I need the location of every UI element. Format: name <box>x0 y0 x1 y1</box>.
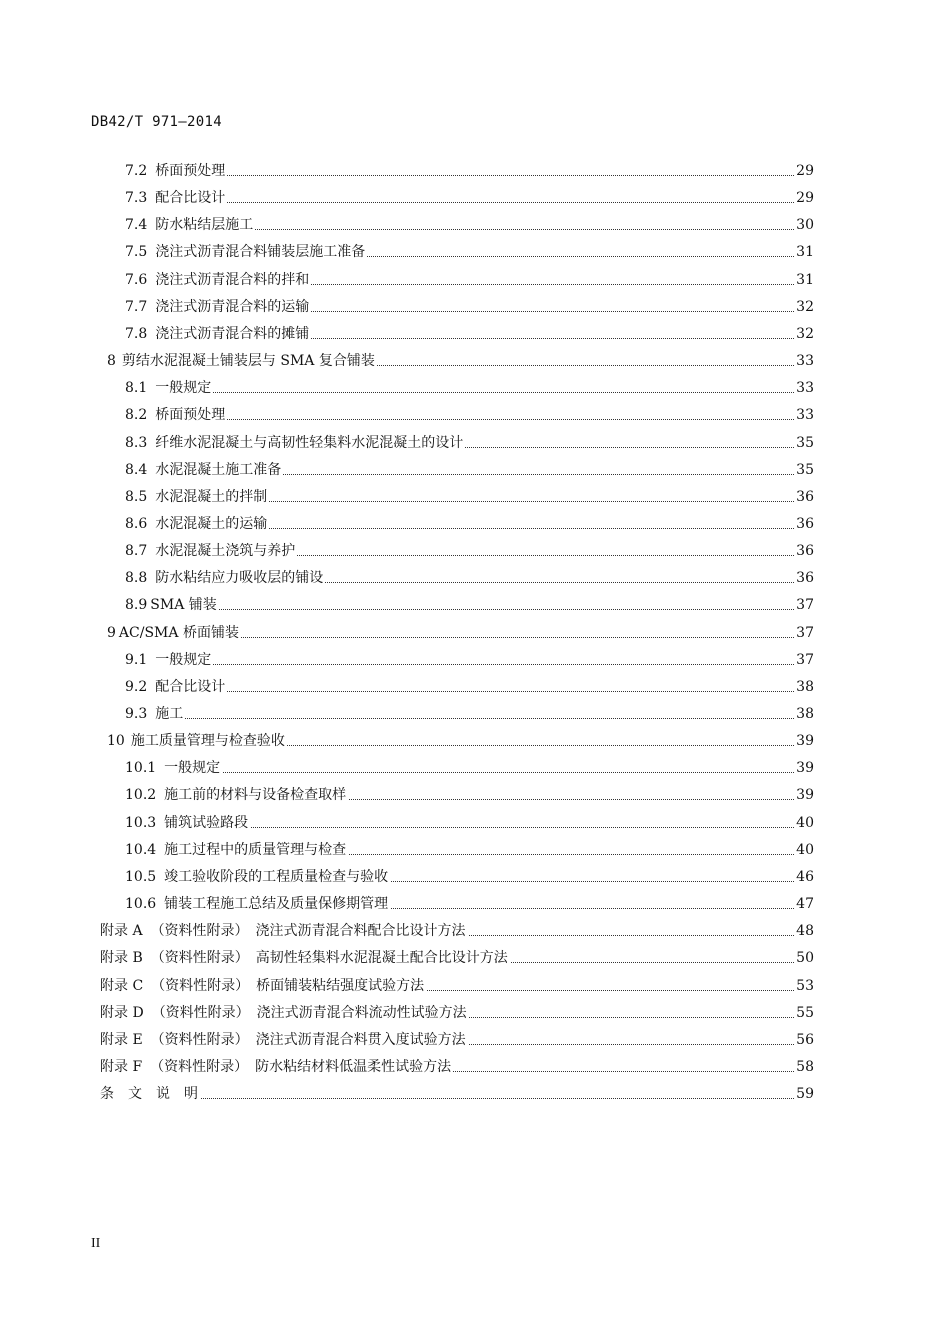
toc-entry[interactable] <box>125 782 814 809</box>
toc-entry-page: 32 <box>794 294 814 321</box>
toc-entry[interactable] <box>100 973 814 1000</box>
toc-entry-page: 53 <box>794 973 814 1000</box>
toc-entry[interactable] <box>125 185 814 212</box>
toc-entry[interactable] <box>107 348 814 375</box>
toc-entry-title <box>125 701 185 728</box>
dot-leader <box>125 664 794 665</box>
toc-entry-text: 施工过程中的质量管理与检查 <box>164 841 347 858</box>
toc-entry[interactable] <box>107 728 814 755</box>
toc-entry-number: 附录 D <box>100 1004 144 1021</box>
toc-entry-page: 59 <box>794 1081 814 1108</box>
toc-entry[interactable] <box>107 620 814 647</box>
toc-entry-number: 附录 C <box>100 977 144 994</box>
toc-entry[interactable] <box>125 484 814 511</box>
toc-entry-text: 水泥混凝土浇筑与养护 <box>155 543 296 560</box>
toc-entry-number: 7.6 <box>125 271 148 288</box>
toc-entry-title <box>125 864 390 891</box>
toc-entry-number: 9.1 <box>125 651 148 668</box>
toc-entry-page: 31 <box>794 267 814 294</box>
toc-entry-number: 10.4 <box>125 841 157 858</box>
page-number: II <box>91 1236 101 1251</box>
toc-entry[interactable] <box>125 239 814 266</box>
toc-entry-page: 39 <box>794 728 814 755</box>
toc-entry-title <box>125 782 348 809</box>
toc-entry-title <box>100 1054 453 1081</box>
toc-entry[interactable] <box>125 755 814 782</box>
toc-entry[interactable] <box>125 810 814 837</box>
toc-entry-page: 36 <box>794 484 814 511</box>
toc-entry-number: 10 <box>107 733 125 750</box>
toc-entry[interactable] <box>100 1000 814 1027</box>
toc-entry-number: 8.3 <box>125 434 148 451</box>
toc-entry-title <box>125 647 213 674</box>
toc-entry-text: 施工 <box>155 706 184 722</box>
dot-leader <box>100 1098 794 1099</box>
toc-entry-number: 7.4 <box>125 217 148 234</box>
toc-entry-text: SMA 铺装 <box>150 597 217 614</box>
toc-entry-number: 7.8 <box>125 325 148 342</box>
toc-entry-text: 桥面预处理 <box>155 163 226 179</box>
toc-entry-page: 33 <box>794 402 814 429</box>
toc-entry-page: 32 <box>794 321 814 348</box>
toc-entry-number: 9 <box>107 624 116 641</box>
toc-entry[interactable] <box>125 457 814 484</box>
toc-entry[interactable] <box>125 864 814 891</box>
toc-entry-text: 施工质量管理与检查验收 <box>130 733 285 750</box>
dot-leader <box>125 609 794 610</box>
toc-entry-number: 8.6 <box>125 515 148 532</box>
toc-entry[interactable] <box>125 647 814 674</box>
toc-entry-page: 58 <box>794 1054 814 1081</box>
toc-entry-title <box>125 565 325 592</box>
toc-entry-page: 36 <box>794 538 814 565</box>
toc-entry-number: 8 <box>107 353 116 370</box>
toc-entry[interactable] <box>125 538 814 565</box>
toc-entry-title <box>125 158 227 185</box>
toc-entry-text: 水泥混凝土的运输 <box>155 515 268 532</box>
toc-entry-text: 剪结水泥混凝土铺装层与 SMA 复合铺装 <box>121 353 375 370</box>
toc-entry-title <box>125 674 227 701</box>
toc-entry-page: 33 <box>794 375 814 402</box>
toc-entry-text: 浇注式沥青混合料的摊铺 <box>155 325 310 342</box>
toc-entry[interactable] <box>125 430 814 457</box>
toc-entry-number: 9.2 <box>125 678 148 695</box>
toc-entry-title <box>125 185 227 212</box>
toc-entry-text: 配合比设计 <box>155 678 226 695</box>
toc-entry[interactable] <box>125 837 814 864</box>
toc-entry-page: 35 <box>794 457 814 484</box>
toc-entry-page: 33 <box>794 348 814 375</box>
toc-entry[interactable] <box>125 294 814 321</box>
toc-entry-number: 8.8 <box>125 570 148 587</box>
toc-entry-page: 39 <box>794 782 814 809</box>
toc-entry[interactable] <box>125 674 814 701</box>
toc-entry-number: 8.9 <box>125 597 148 614</box>
toc-entry-text: 铺装工程施工总结及质量保修期管理 <box>164 896 389 913</box>
toc-entry[interactable] <box>100 1054 814 1081</box>
toc-entry-page: 30 <box>794 212 814 239</box>
toc-entry-page: 35 <box>794 430 814 457</box>
toc-entry-title <box>125 294 311 321</box>
toc-entry-title <box>125 755 222 782</box>
toc-entry[interactable] <box>125 402 814 429</box>
toc-entry-number: 10.3 <box>125 814 157 831</box>
toc-entry[interactable] <box>125 891 814 918</box>
toc-entry-number: 8.7 <box>125 543 148 560</box>
toc-entry-text: 纤维水泥混凝土与高韧性轻集料水泥混凝土的设计 <box>155 434 464 451</box>
toc-entry[interactable] <box>125 375 814 402</box>
toc-entry-page: 40 <box>794 837 814 864</box>
toc-entry-title <box>107 348 377 375</box>
toc-entry[interactable] <box>125 592 814 619</box>
toc-entry-text: 浇注式沥青混合料的拌和 <box>155 271 310 288</box>
toc-entry-title <box>125 239 367 266</box>
toc-entry-number: 8.4 <box>125 461 148 478</box>
toc-entry[interactable] <box>125 565 814 592</box>
toc-entry-title <box>125 810 250 837</box>
toc-entry-text: 条 文 说 明 <box>100 1086 198 1103</box>
toc-entry-number: 附录 F <box>100 1058 143 1075</box>
toc-entry-title <box>107 620 241 647</box>
toc-entry-title <box>125 484 269 511</box>
toc-entry-page: 37 <box>794 592 814 619</box>
dot-leader <box>125 718 794 719</box>
toc-entry-text: 一般规定 <box>164 760 221 777</box>
toc-entry-page: 37 <box>794 620 814 647</box>
toc-entry-page: 40 <box>794 810 814 837</box>
toc-entry-number: 8.2 <box>125 407 148 424</box>
toc-entry-number: 9.3 <box>125 706 148 722</box>
dot-leader <box>125 772 794 773</box>
toc-entry-title <box>125 267 311 294</box>
toc-entry[interactable] <box>100 1027 814 1054</box>
toc-entry-title <box>100 973 426 1000</box>
toc-entry-text: 一般规定 <box>155 651 212 668</box>
toc-entry-title <box>125 321 311 348</box>
toc-entry-title <box>125 891 390 918</box>
toc-entry-text: AC/SMA 桥面铺装 <box>118 624 239 641</box>
document-id: DB42/T 971—2014 <box>91 114 222 130</box>
toc-entry-number: 10.1 <box>125 760 157 777</box>
toc-entry-number: 10.2 <box>125 787 157 804</box>
toc-entry-title <box>125 837 348 864</box>
toc-entry-number: 7.2 <box>125 163 148 179</box>
toc-entry-number: 附录 A <box>100 923 143 940</box>
toc-entry[interactable] <box>125 158 814 185</box>
toc-entry-page: 47 <box>794 891 814 918</box>
toc-entry-title <box>125 430 465 457</box>
toc-entry-page: 39 <box>794 755 814 782</box>
toc-entry-text: 施工前的材料与设备检查取样 <box>164 787 347 804</box>
toc-entry-title <box>125 457 283 484</box>
dot-leader <box>125 392 794 393</box>
toc-entry-page: 55 <box>794 1000 814 1027</box>
toc-entry-number: 10.6 <box>125 896 157 913</box>
toc-entry-page: 46 <box>794 864 814 891</box>
toc-entry-text: 浇注式沥青混合料铺装层施工准备 <box>155 244 366 261</box>
toc-entry-text: 一般规定 <box>155 380 212 397</box>
toc-entry-number: 8.1 <box>125 380 148 397</box>
toc-entry-text: （资料性附录） 防水粘结材料低温柔性试验方法 <box>150 1058 452 1075</box>
toc-entry-number: 7.7 <box>125 298 148 315</box>
toc-entry-page: 38 <box>794 701 814 728</box>
toc-entry-number: 8.5 <box>125 488 148 505</box>
toc-entry-text: 铺筑试验路段 <box>164 814 249 831</box>
toc-entry[interactable] <box>100 918 814 945</box>
toc-entry-text: 竣工验收阶段的工程质量检查与验收 <box>164 868 389 885</box>
toc-entry-text: 浇注式沥青混合料的运输 <box>155 298 310 315</box>
toc-entry-title <box>125 511 269 538</box>
toc-entry-title <box>125 402 227 429</box>
toc-entry-text: （资料性附录） 高韧性轻集料水泥混凝土配合比设计方法 <box>150 950 508 967</box>
toc-entry-page: 38 <box>794 674 814 701</box>
toc-entry-page: 29 <box>794 185 814 212</box>
toc-entry[interactable] <box>100 945 814 972</box>
toc-entry-page: 56 <box>794 1027 814 1054</box>
toc-entry-title <box>100 1000 469 1027</box>
toc-entry[interactable] <box>100 1081 814 1108</box>
toc-entry-page: 37 <box>794 647 814 674</box>
toc-entry-page: 50 <box>794 945 814 972</box>
toc-entry-page: 29 <box>794 158 814 185</box>
toc-entry-title <box>125 592 219 619</box>
toc-entry-text: （资料性附录） 浇注式沥青混合料配合比设计方法 <box>150 923 466 940</box>
toc-entry-number: 10.5 <box>125 868 157 885</box>
toc-entry-number: 附录 B <box>100 950 143 967</box>
toc-entry-text: 防水粘结应力吸收层的铺设 <box>155 570 324 587</box>
toc-entry[interactable] <box>125 267 814 294</box>
toc-entry-text: 水泥混凝土施工准备 <box>155 461 282 478</box>
toc-entry-title <box>100 1081 200 1108</box>
toc-entry-title <box>100 1027 468 1054</box>
toc-entry-text: 桥面预处理 <box>155 407 226 424</box>
toc-entry-text: 水泥混凝土的拌制 <box>155 488 268 505</box>
toc-entry-text: 防水粘结层施工 <box>155 217 254 234</box>
toc-entry-title <box>125 212 255 239</box>
toc-entry[interactable] <box>125 511 814 538</box>
toc-entry-number: 7.3 <box>125 190 148 207</box>
toc-entry-title <box>100 918 468 945</box>
toc-entry-page: 31 <box>794 239 814 266</box>
toc-entry-text: （资料性附录） 桥面铺装粘结强度试验方法 <box>151 977 425 994</box>
toc-entry-title <box>100 945 510 972</box>
toc-entry[interactable] <box>125 701 814 728</box>
toc-entry-text: （资料性附录） 浇注式沥青混合料贯入度试验方法 <box>150 1031 466 1048</box>
toc-entry-page: 36 <box>794 565 814 592</box>
toc-entry-number: 7.5 <box>125 244 148 261</box>
toc-entry-page: 36 <box>794 511 814 538</box>
toc-entry-title <box>125 538 297 565</box>
toc-entry[interactable] <box>125 321 814 348</box>
toc-entry-title <box>125 375 213 402</box>
toc-entry-page: 48 <box>794 918 814 945</box>
toc-entry-title <box>107 728 287 755</box>
toc-entry-text: 配合比设计 <box>155 190 226 207</box>
toc-entry[interactable] <box>125 212 814 239</box>
toc-entry-number: 附录 E <box>100 1031 143 1048</box>
toc-entry-text: （资料性附录） 浇注式沥青混合料流动性试验方法 <box>151 1004 467 1021</box>
